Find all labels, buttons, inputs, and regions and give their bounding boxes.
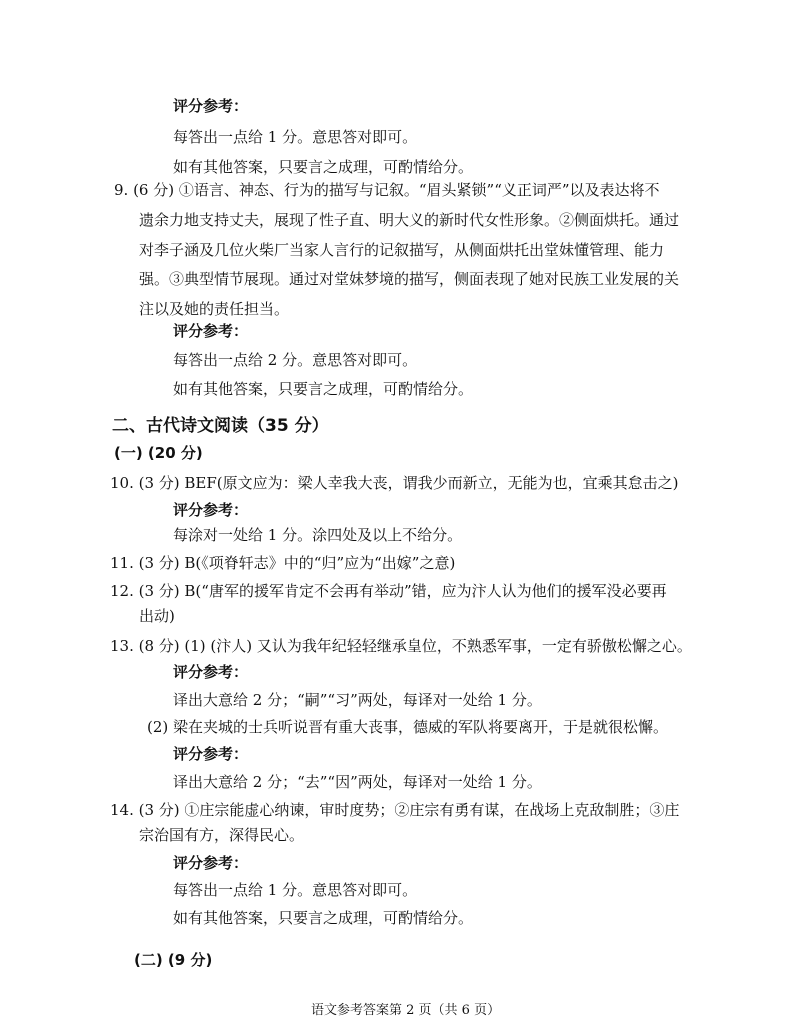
section-heading: 二、古代诗文阅读（35 分）: [112, 416, 329, 436]
scoring-reference-label: 评分参考：: [173, 663, 249, 681]
scoring-rule-line: 如有其他答案，只要言之成理，可酌情给分。: [173, 158, 474, 176]
question-13-part-2: (2) 梁在夹城的士兵听说晋有重大丧事，德威的军队将要离开，于是就很松懈。: [147, 718, 669, 736]
scoring-rule-line: 每答出一点给 2 分。意思答对即可。: [173, 351, 418, 369]
scoring-reference-label: 评分参考：: [173, 322, 249, 340]
question-14-answer: 14. (3 分) ①庄宗能虚心纳谏，审时度势；②庄宗有勇有谋，在战场上克敌制胜；③庄: [110, 801, 680, 819]
subsection-heading: (二) (9 分): [134, 951, 213, 969]
page-footer: 语文参考答案第 2 页（共 6 页）: [311, 1003, 501, 1018]
scoring-rule-line: 如有其他答案，只要言之成理，可酌情给分。: [173, 909, 474, 927]
scoring-rule-line: 译出大意给 2 分；“嗣”“习”两处，每译对一处给 1 分。: [173, 691, 542, 709]
question-11-answer: 11. (3 分) B(《项脊轩志》中的“归”应为“出嫁”之意): [110, 554, 456, 572]
answer-continuation: 遗余力地支持丈夫，展现了性子直、明大义的新时代女性形象。②侧面烘托。通过: [139, 211, 680, 229]
answer-continuation: 宗治国有方，深得民心。: [139, 826, 305, 844]
scoring-rule-line: 每涂对一处给 1 分。涂四处及以上不给分。: [173, 526, 463, 544]
question-10-answer: 10. (3 分) BEF(原文应为：梁人幸我大丧，谓我少而新立，无能为也，宜乘其怠击之): [110, 474, 679, 492]
scoring-rule-line: 每答出一点给 1 分。意思答对即可。: [173, 128, 418, 146]
question-9-answer: 9. (6 分) ①语言、神态、行为的描写与记叙。“眉头紧锁”“义正词严”以及表达将不: [114, 181, 660, 199]
answer-continuation: 出动): [139, 607, 175, 625]
scoring-rule-line: 如有其他答案，只要言之成理，可酌情给分。: [173, 380, 474, 398]
scoring-reference-label: 评分参考：: [173, 854, 249, 872]
scoring-reference-label: 评分参考：: [173, 501, 249, 519]
answer-continuation: 注以及她的责任担当。: [139, 300, 290, 318]
question-13-answer: 13. (8 分) (1) (汴人) 又认为我年纪轻轻继承皇位，不熟悉军事，一定有骄傲松懈之心。: [110, 637, 692, 655]
scoring-reference-label: 评分参考：: [173, 745, 249, 763]
scoring-rule-line: 译出大意给 2 分；“去”“因”两处，每译对一处给 1 分。: [173, 773, 542, 791]
question-12-answer: 12. (3 分) B(“唐军的援军肯定不会再有举动”错，应为汴人认为他们的援军没必要再: [110, 582, 667, 600]
scoring-rule-line: 每答出一点给 1 分。意思答对即可。: [173, 881, 418, 899]
answer-continuation: 对李子涵及几位火柴厂当家人言行的记叙描写，从侧面烘托出堂妹懂管理、能力: [139, 241, 665, 259]
subsection-heading: (一) (20 分): [114, 444, 203, 462]
scoring-reference-label: 评分参考：: [173, 97, 249, 115]
answer-continuation: 强。③典型情节展现。通过对堂妹梦境的描写，侧面表现了她对民族工业发展的关: [139, 270, 680, 288]
